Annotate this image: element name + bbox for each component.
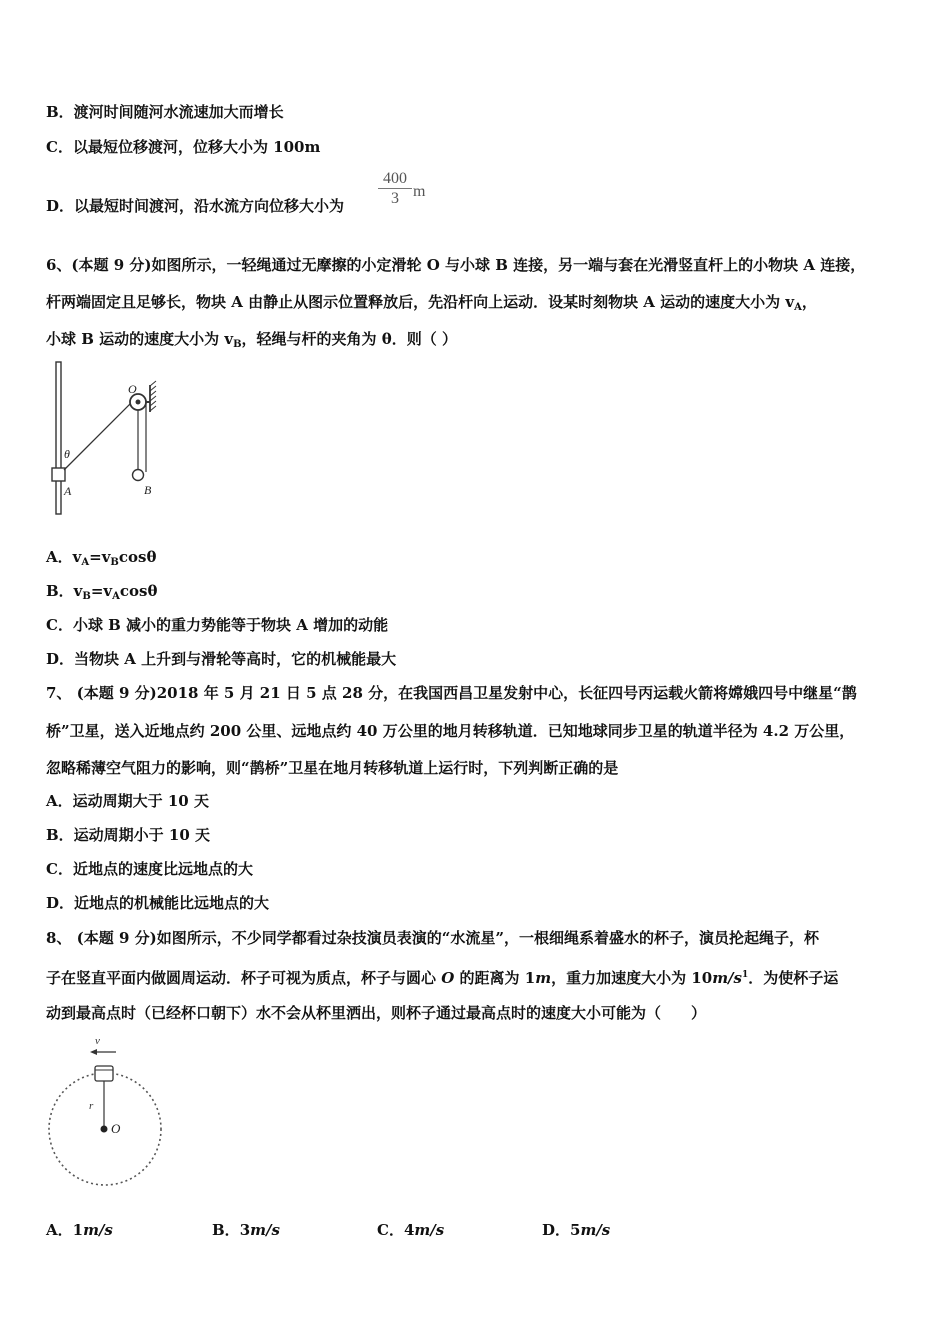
q7-option-c: C．近地点的速度比远地点的大 [46,860,253,878]
q7-option-a: A．运动周期大于 10 天 [46,792,209,810]
q8-optD-num: 5 [570,1221,581,1239]
q8-line2-sup: 1 [741,970,749,980]
q5-fraction [378,170,412,209]
q6-stem-line2 [46,292,817,318]
q6-line2-sub: A [794,302,802,313]
q6-stem-line1: 6、(本题 9 分)如图所示，一轻绳通过无摩擦的小定滑轮 O 与小球 B 连接，另一端与套在光滑竖直杆上的小物块 A 连接， [46,256,866,274]
q6-line3-sub: B [233,339,242,350]
pulley-axle [136,400,141,405]
label-b: B [144,483,152,497]
q8-optA-letter: A． [46,1221,73,1239]
q8-optA-unit: m/s [83,1221,113,1239]
q5-option-c: C．以最短位移渡河，位移大小为 100m [46,138,321,156]
q8-optC-num: 4 [403,1221,415,1239]
q8-optD-letter: D． [542,1221,571,1239]
q8-option-d [542,1220,610,1240]
q8-circle-figure [44,1032,174,1192]
q7-option-d: D．近地点的机械能比远地点的大 [46,894,270,912]
q6-optA-mid: =v [89,548,111,566]
q6-optB-s1: B [82,591,91,602]
q6-optA-post: cosθ [118,548,157,566]
q8-line2-b: 的距离为 1 [454,969,536,987]
q6-option-d: D．当物块 A 上升到与滑轮等高时，它的机械能最大 [46,650,397,668]
q8-optB-num: 3 [239,1221,251,1239]
q8-line2-d: ．为使杯子运 [748,969,839,987]
q5-option-d: D．以最短时间渡河，沿水流方向位移大小为 [46,197,345,215]
q6-option-c: C．小球 B 减小的重力势能等于物块 A 增加的动能 [46,616,389,634]
q6-optB-pre: B．v [46,582,83,600]
q8-option-c [377,1220,444,1240]
q8-optC-letter: C． [377,1221,404,1239]
q7-stem-line3: 忽略稀薄空气阻力的影响，则“鹊桥”卫星在地月转移轨道上运行时，下列判断正确的是 [46,759,619,777]
q6-line2-text: 杆两端固定且足够长，物块 A 由静止从图示位置释放后，先沿杆向上运动．设某时刻物块 A 运动的速度大小为 v [46,293,795,311]
q6-stem-line3 [46,329,457,355]
q8-optB-letter: B． [212,1221,240,1239]
q6-optB-s2: A [112,591,120,602]
q8-line2-c: ，重力加速度大小为 10 [551,969,713,987]
cup [95,1066,113,1081]
q8-optC-unit: m/s [414,1221,445,1239]
q6-optB-post: cosθ [119,582,158,600]
q8-line2-a: 子在竖直平面内做圆周运动．杯子可视为质点，杯子与圆心 [46,969,442,987]
q8-stem-line1: 8、 (本题 9 分)如图所示，不少同学都看过杂技演员表演的“水流星”，一根细绳系着盛水的杯子，演员抡起绳子，杯 [46,929,819,947]
q6-optA-pre: A．v [46,548,82,566]
q8-line2-unit: m/s [712,969,742,987]
q8-line2-O: O [441,969,455,987]
q8-option-b [212,1220,280,1240]
q8-optB-unit: m/s [250,1221,280,1239]
fraction-denominator: 3 [391,190,399,207]
label-v: v [95,1035,100,1047]
label-theta: θ [64,447,70,461]
q8-option-a [46,1220,113,1240]
q6-optA-s1: A [81,557,90,568]
fraction-numerator: 400 [378,170,412,189]
q6-optB-mid: =v [90,582,113,600]
q8-optA-num: 1 [72,1221,84,1239]
q6-option-b [46,581,158,607]
q6-line3-text: 小球 B 运动的速度大小为 v [46,330,234,348]
ball-b [133,470,144,481]
label-r: r [89,1100,94,1112]
q6-option-a [46,547,156,573]
q7-stem-line1: 7、 (本题 9 分)2018 年 5 月 21 日 5 点 28 分，在我国西昌卫星发射中心，长征四号丙运载火箭将嫦娥四号中继星“鹊 [46,684,857,702]
label-o: O [111,1121,121,1136]
block-a [52,468,65,481]
q5-fraction-unit: m [413,183,426,200]
velocity-arrowhead [90,1049,97,1055]
label-a: A [64,484,72,498]
q6-line2-end: ， [801,293,817,311]
rope-a-to-pulley [64,398,136,470]
vertical-rod [56,362,61,514]
center-o [101,1126,108,1133]
q6-line3-end: ，轻绳与杆的夹角为 θ．则（ ） [241,330,457,348]
q7-option-b: B．运动周期小于 10 天 [46,826,210,844]
q8-stem-line2 [46,965,838,988]
q8-optD-unit: m/s [580,1221,611,1239]
q6-pulley-figure [44,360,174,520]
q6-optA-s2: B [110,557,119,568]
label-o: O [128,382,137,396]
q7-stem-line2: 桥”卫星，送入近地点约 200 公里、远地点约 40 万公里的地月转移轨道．已知地球同步卫星的轨道半径为 4.2 万公里， [46,722,855,740]
q5-option-b: B．渡河时间随河水流速加大而增长 [46,103,284,121]
q8-stem-line3: 动到最高点时（已经杯口朝下）水不会从杯里洒出，则杯子通过最高点时的速度大小可能为（ ） [46,1004,707,1022]
q8-line2-m: m [535,969,552,987]
